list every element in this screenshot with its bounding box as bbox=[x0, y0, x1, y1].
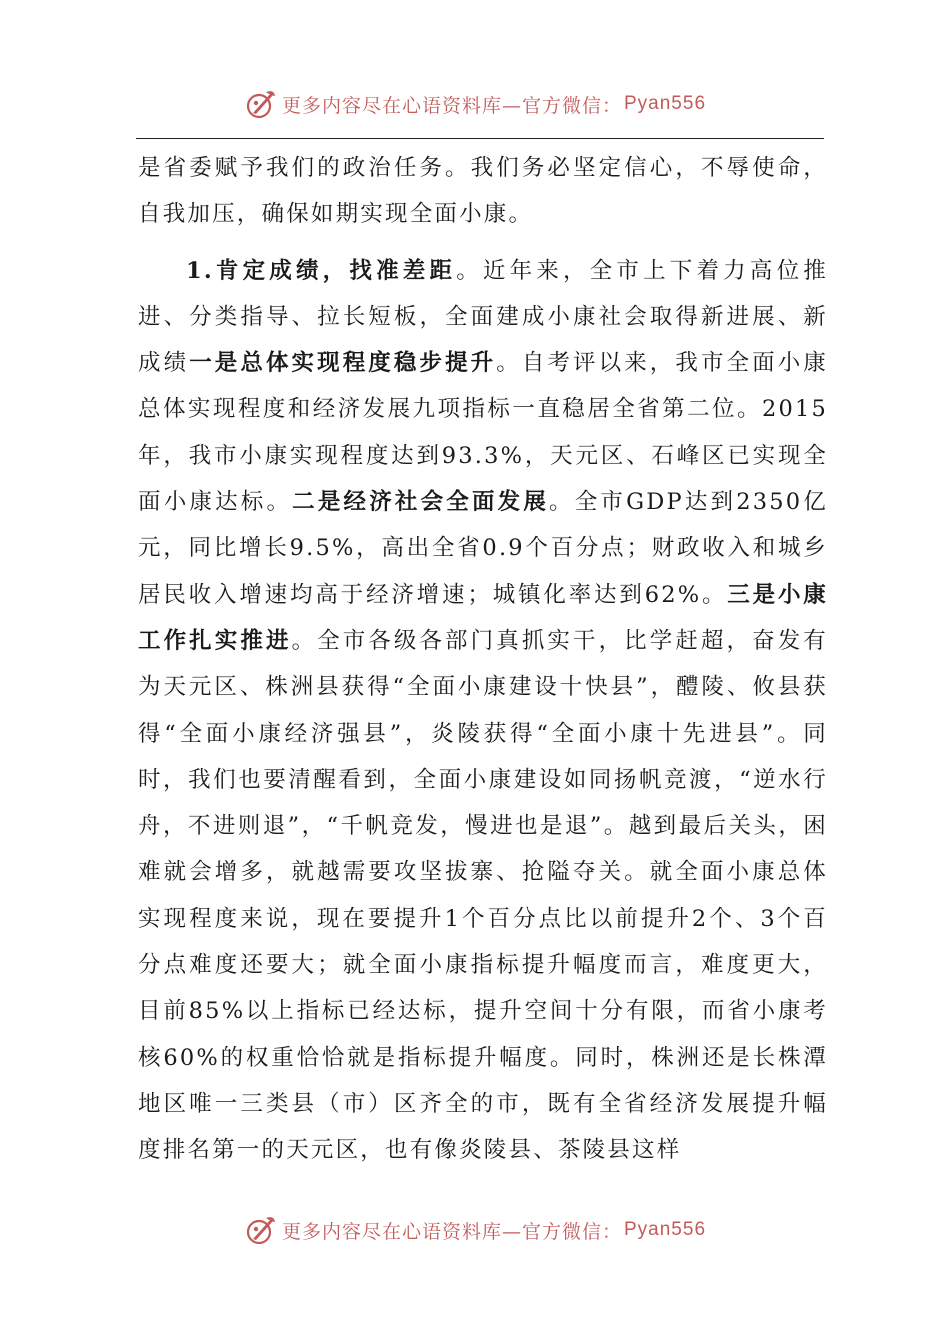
paragraph-1: 是省委赋予我们的政治任务。我们务必坚定信心，不辱使命，自我加压，确保如期实现全面小康。 bbox=[138, 155, 828, 228]
watermark-wechat-id: Pyan556 bbox=[624, 1219, 707, 1240]
heading-4: 三是小康工作扎实推进 bbox=[138, 581, 828, 654]
quill-logo-icon bbox=[244, 1213, 278, 1247]
heading-1: 1.肯定成绩，找准差距 bbox=[186, 257, 457, 284]
quill-logo-icon bbox=[244, 87, 278, 121]
heading-2: 一是总体实现程度稳步提升 bbox=[189, 350, 497, 377]
watermark-wechat-id: Pyan556 bbox=[624, 93, 707, 114]
paragraph-2 bbox=[138, 248, 828, 1174]
heading-3: 二是经济社会全面发展 bbox=[292, 489, 550, 516]
text-2: 。自考评以来，我市全面小康总体实现程度和经济发展九项指标一直稳居全省第二位。2015年，我市小康实现程度达到93.3%，天元区、石峰区已实现全面小康达标。 bbox=[138, 350, 829, 516]
text-1: 。近年来，全市上下着力高位推进、分类指导、拉长短板，全面建成小康社会取得新进展、新成绩 bbox=[138, 257, 828, 377]
watermark-text: 更多内容尽在心语资料库—官方微信： bbox=[281, 94, 622, 117]
text-4: 。全市各级各部门真抓实干，比学赶超，奋发有为天元区、株洲县获得“全面小康建设十快县”，醴陵、攸县获得“全面小康经济强县”，炎陵获得“全面小康十先进县”。同时，我们也要清醒看到，全面小康建设如同扬帆竞渡，“逆水行舟，不进则退”，“千帆竞发，慢进也是退”。越到最后关头，困难就会增多，就越需要攻坚拔寨、抢隘夺关。就全面小康总体实现程度来说，现在要提升1个百分点比以前提升2个、3个百分点难度还要大；就全面小康指标提升幅度而言，难度更大，目前85%以上指标已经达标，提升空间十分有限，而省小康考核60%的权重恰恰就是指标提升幅度。同时，株洲还是长株潭地区唯一三类县（市）区齐全的市，既有全省经济发展提升幅度排名第一的天元区，也有像炎陵县、茶陵县这样 bbox=[138, 627, 828, 1164]
header-divider bbox=[136, 138, 824, 139]
text-3: 。全市GDP达到2350亿元，同比增长9.5%，高出全省0.9个百分点；财政收入和城乡居民收入增速均高于经济增速；城镇化率达到62%。 bbox=[138, 489, 828, 608]
watermark-header bbox=[0, 84, 950, 124]
watermark-footer bbox=[0, 1210, 950, 1250]
document-body bbox=[138, 145, 828, 1174]
watermark-text: 更多内容尽在心语资料库—官方微信： bbox=[281, 1220, 622, 1243]
